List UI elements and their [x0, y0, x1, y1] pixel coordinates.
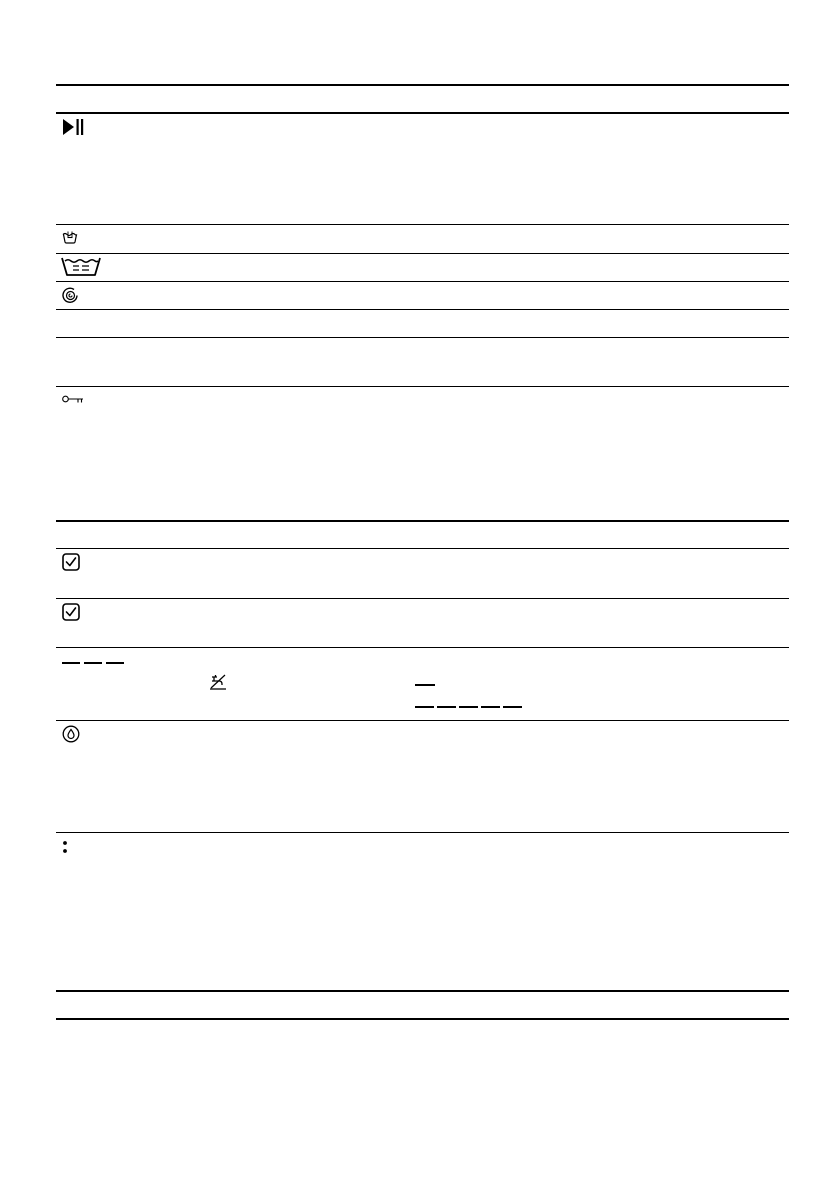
prewash-icon	[62, 230, 78, 244]
row-divider	[56, 253, 789, 254]
row-divider	[56, 647, 789, 648]
spin-icon	[62, 287, 79, 304]
section-rule	[56, 990, 789, 992]
child-lock-key-icon	[62, 395, 84, 405]
tap-off-icon	[208, 672, 228, 692]
row-divider	[56, 224, 789, 225]
table-bottom-rule	[56, 1018, 789, 1020]
row-divider	[56, 548, 789, 549]
row-divider	[56, 832, 789, 833]
checkbox-checked-icon	[62, 553, 80, 571]
row-divider	[56, 386, 789, 387]
water-drop-icon	[62, 725, 80, 743]
row-divider	[56, 720, 789, 721]
row-divider	[56, 337, 789, 338]
wash-tub-icon	[61, 257, 101, 277]
checkbox-checked-icon	[62, 603, 80, 621]
section-rule	[56, 520, 789, 522]
row-divider	[56, 309, 789, 310]
more-options-icon	[62, 840, 68, 854]
row-divider	[56, 598, 789, 599]
row-divider	[56, 281, 789, 282]
start-pause-icon	[62, 118, 86, 136]
table-header-rule	[56, 112, 789, 114]
table-top-rule	[56, 84, 789, 86]
